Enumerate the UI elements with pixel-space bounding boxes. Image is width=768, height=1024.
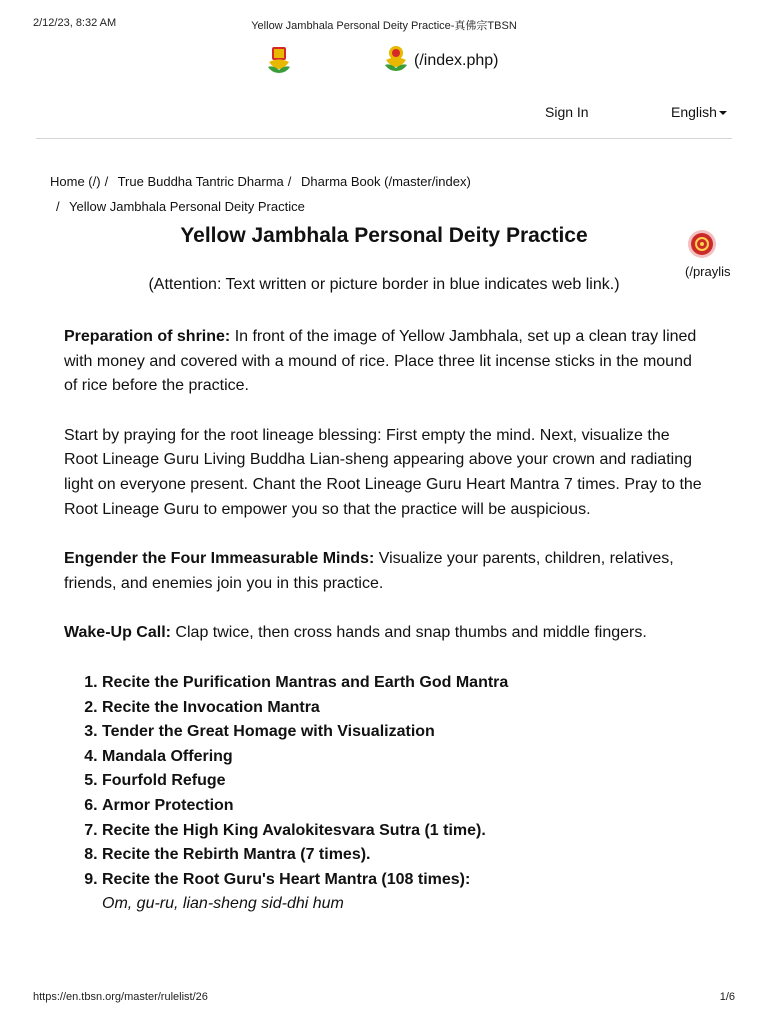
attention-note: (Attention: Text written or picture border in blue indicates web link.) bbox=[148, 276, 620, 293]
practice-content bbox=[64, 325, 704, 917]
list-item bbox=[102, 868, 704, 917]
site-header bbox=[0, 44, 768, 76]
breadcrumb-home[interactable]: Home (/) bbox=[50, 174, 101, 189]
print-datetime: 2/12/23, 8:32 AM bbox=[33, 17, 117, 29]
top-nav bbox=[0, 104, 768, 124]
header-divider bbox=[36, 138, 732, 139]
breadcrumb-dharma-book[interactable]: Dharma Book (/master/index) bbox=[301, 174, 471, 189]
list-item: 8. Recite the Rebirth Mantra (7 times). bbox=[102, 843, 704, 868]
wake-up-text: Clap twice, then cross hands and snap thumbs and middle fingers. bbox=[170, 624, 647, 642]
list-item: 7. Recite the High King Avalokitesvara Sutra (1 time). bbox=[102, 819, 704, 844]
shrine-paragraph bbox=[64, 325, 704, 399]
breadcrumb-separator: / bbox=[56, 199, 60, 214]
list-item: 1. Recite the Purification Mantras and Earth God Mantra bbox=[102, 671, 704, 696]
sign-in-link[interactable]: Sign In bbox=[545, 104, 589, 120]
shrine-text: In front of the image of Yellow Jambhala, set up a clean tray lined with money and covered with a mound of rice. Place three lit incense sticks in the mound of rice before the practice. bbox=[64, 328, 697, 395]
step-9-text: Recite the Root Guru's Heart Mantra (108 times): bbox=[102, 870, 471, 888]
language-label: English bbox=[671, 104, 717, 120]
breadcrumb-current: Yellow Jambhala Personal Deity Practice bbox=[69, 199, 305, 214]
list-item: 5. Fourfold Refuge bbox=[102, 769, 704, 794]
breadcrumb bbox=[50, 169, 510, 219]
breadcrumb-separator: / bbox=[104, 174, 109, 189]
caret-down-icon bbox=[719, 111, 727, 115]
print-page-number: 1/6 bbox=[719, 991, 735, 1003]
breadcrumb-separator: / bbox=[287, 174, 292, 189]
list-item: 6. Armor Protection bbox=[102, 794, 704, 819]
list-item: 4. Mandala Offering bbox=[102, 745, 704, 770]
print-page-title: Yellow Jambhala Personal Deity Practice-真佛宗TBSN bbox=[251, 20, 517, 32]
practice-steps-list bbox=[64, 671, 704, 917]
print-url: https://en.tbsn.org/master/rulelist/26 bbox=[33, 991, 208, 1003]
heart-mantra-text: Om, gu-ru, lian-sheng sid-dhi hum bbox=[102, 895, 344, 913]
wake-up-label: Wake-Up Call: bbox=[64, 624, 171, 642]
dharma-wheel-badge-icon[interactable] bbox=[687, 229, 717, 264]
home-logo-link[interactable] bbox=[384, 44, 499, 77]
four-minds-text: Visualize your parents, children, relatives, friends, and enemies join you in this practice. bbox=[64, 550, 674, 592]
shrine-label: Preparation of shrine: bbox=[64, 328, 231, 345]
language-dropdown[interactable] bbox=[671, 104, 727, 120]
four-minds-paragraph bbox=[64, 547, 704, 596]
print-header bbox=[0, 17, 768, 31]
breadcrumb-tantric-dharma[interactable]: True Buddha Tantric Dharma bbox=[117, 174, 284, 189]
page-title: Yellow Jambhala Personal Deity Practice bbox=[180, 224, 588, 247]
home-link-text: (/index.php) bbox=[414, 51, 499, 69]
lineage-paragraph: Start by praying for the root lineage blessing: First empty the mind. Next, visualize the Root Lineage Guru Living Buddha Lian-sheng appearing above your crown and radiating light on everyone present. Chant the Root Lineage Guru Heart Mantra 7 times. Pray to the Root Lineage Guru to empower you so that the practice will be auspicious. bbox=[64, 426, 702, 518]
list-item: 3. Tender the Great Homage with Visualization bbox=[102, 720, 704, 745]
tbsn-lotus-logo-icon[interactable] bbox=[266, 45, 292, 80]
praylist-link[interactable]: (/praylis bbox=[685, 264, 731, 279]
four-minds-label: Engender the Four Immeasurable Minds: bbox=[64, 550, 375, 568]
wake-up-paragraph bbox=[64, 621, 704, 646]
print-footer bbox=[0, 991, 768, 1005]
list-item: 2. Recite the Invocation Mantra bbox=[102, 696, 704, 721]
tbsn-lotus-logo-icon bbox=[384, 44, 408, 77]
